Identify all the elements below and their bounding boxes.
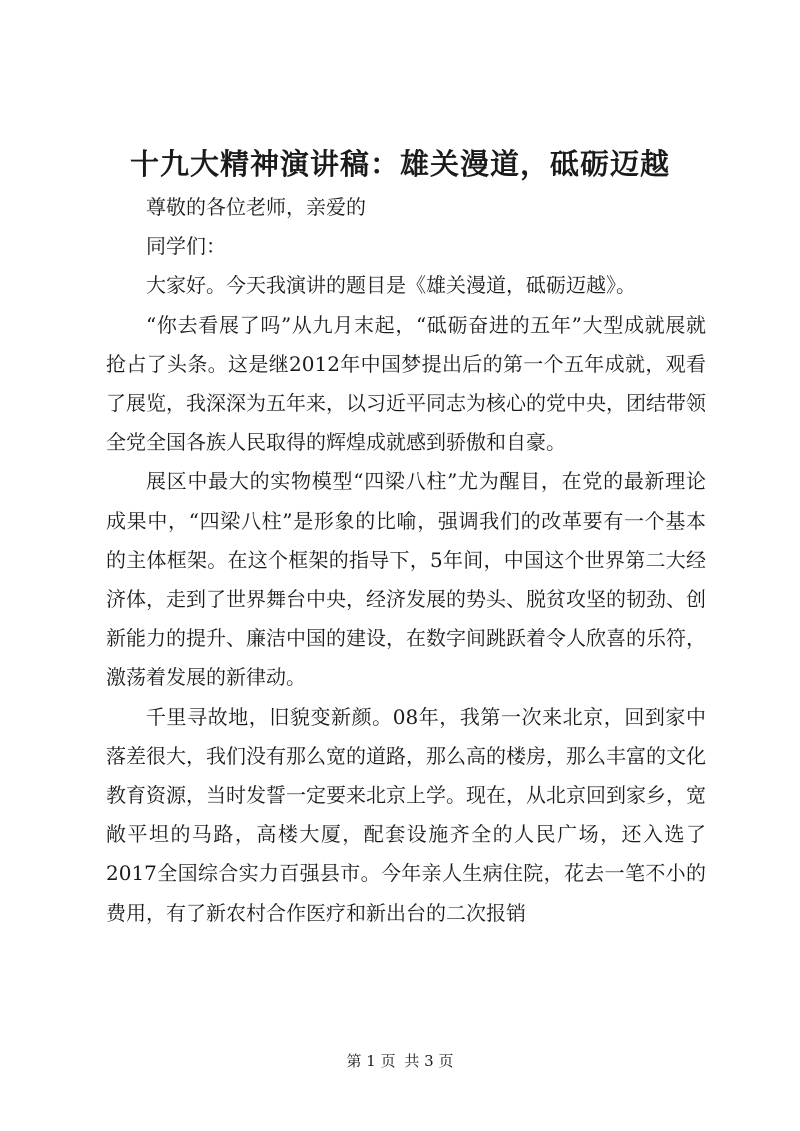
document-title: 十九大精神演讲稿：雄关漫道，砥砺迈越 (129, 147, 670, 181)
salutation-line-2: 同学们： (146, 234, 226, 259)
page-total: 共 3 页 (404, 1052, 454, 1070)
salutation-line-1: 尊敬的各位老师，亲爱的 (146, 195, 366, 219)
body-paragraph: 展区中最大的实物模型“四梁八柱”尤为醒目，在党的最新理论成果中，“四梁八柱”是形象的比喻，强调我们的改革要有一个基本的主体框架。在这个框架的指导下，5年间，中国这个世界第二大经济体，走到了世界舞台中央，经济发展的势头、脱贫攻坚的韧劲、创新能力的提升、廉洁中国的建设，在数字间跳跃着令人欣喜的乐符，激荡着发展的新律动。 (106, 469, 706, 690)
body-paragraph: 千里寻故地，旧貌变新颜。08年，我第一次来北京，回到家中落差很大，我们没有那么宽的道路，那么高的楼房，那么丰富的文化教育资源，当时发誓一定要来北京上学。现在，从北京回到家乡，宽敞平坦的马路，高楼大厦，配套设施齐全的人民广场，还入选了2017全国综合实力百强县市。今年亲人生病住院，花去一笔不小的费用，有了新农村合作医疗和新出台的二次报销 (106, 704, 706, 925)
document-body (106, 188, 706, 933)
page-footer (0, 1051, 800, 1071)
body-paragraph: “你去看展了吗”从九月末起，“砥砺奋进的五年”大型成就展就抢占了头条。这是继2012年中国梦提出后的第一个五年成就，观看了展览，我深深为五年来，以习近平同志为核心的党中央，团结带领全党全国各族人民取得的辉煌成就感到骄傲和自豪。 (106, 312, 706, 455)
greeting-paragraph: 大家好。今天我演讲的题目是《雄关漫道，砥砺迈越》。 (146, 273, 636, 298)
page-number: 第 1 页 (346, 1052, 396, 1070)
